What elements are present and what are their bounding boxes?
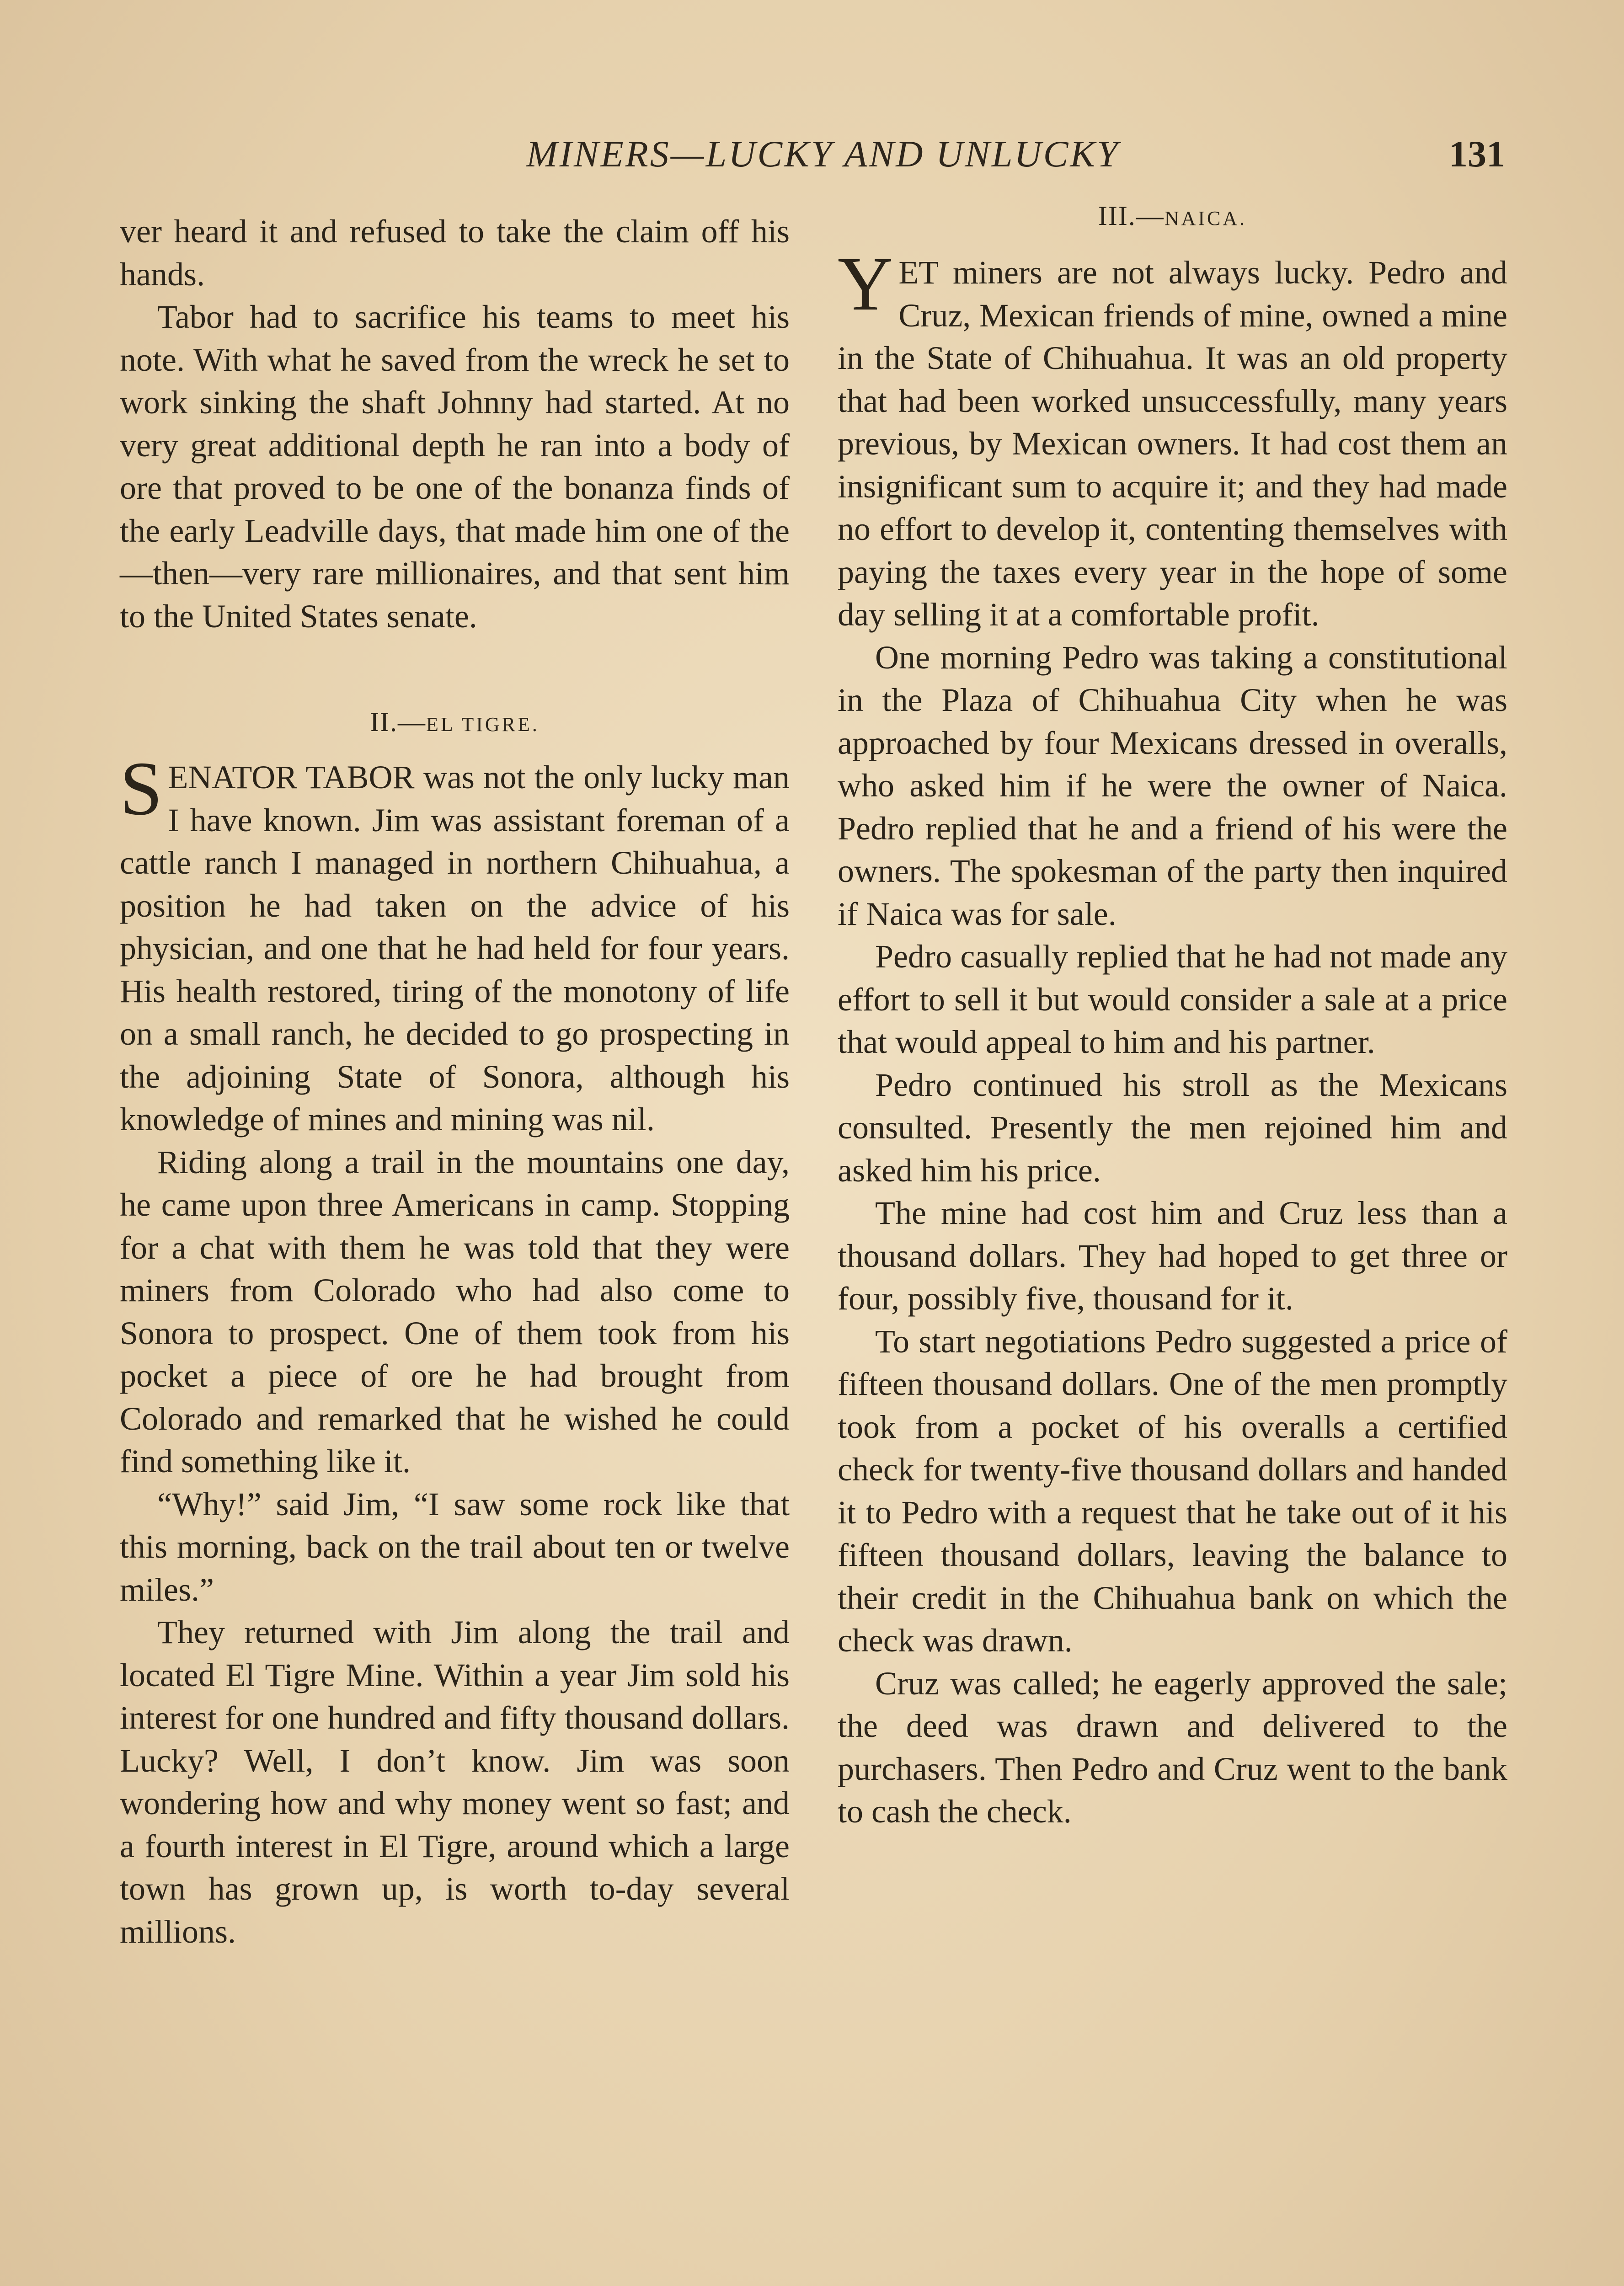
section-numeral: III.— bbox=[1098, 201, 1165, 231]
paragraph: “Why!” said Jim, “I saw some rock like that this morning, back on the trail about ten or twelve miles.” bbox=[120, 1485, 790, 1608]
drop-cap: Y bbox=[838, 241, 893, 326]
paragraph: Cruz was called; he eagerly approved the sale; the deed was drawn and delivered to the purchasers. Then Pedro and Cruz went to the bank to cash the check. bbox=[838, 1665, 1507, 1830]
right-column bbox=[838, 201, 1507, 1833]
running-title: MINERS—LUCKY AND UNLUCKY bbox=[526, 133, 1120, 175]
opening-paragraph bbox=[838, 241, 1507, 636]
section-heading-naica bbox=[838, 200, 1507, 232]
paragraph: The mine had cost him and Cruz less than a thousand dollars. They had hoped to get three or four, possibly five, thousand for it. bbox=[838, 1195, 1507, 1317]
opening-paragraph bbox=[120, 746, 790, 1141]
page-number: 131 bbox=[1449, 133, 1505, 175]
section-heading-el-tigre bbox=[120, 706, 790, 738]
section-name: EL TIGRE. bbox=[426, 713, 540, 736]
paragraph: Riding along a trail in the mountains one day, he came upon three Americans in camp. Stopping for a chat with them he was told that they were miners from Colorado who had also come to Sonora to prospect. One of them took from his pocket a piece of ore he had brought from Colorado and remarked that he wished he could find something like it. bbox=[120, 1143, 790, 1479]
paragraph: One morning Pedro was taking a constitutional in the Plaza of Chihuahua City when he was approached by four Mexicans dressed in overalls, who asked him if he were the owner of Naica. Pedro replied that he and a friend of his were the owners. The spokesman of the party then inquired if Naica was for sale. bbox=[838, 639, 1507, 932]
section-numeral: II.— bbox=[370, 707, 427, 737]
left-column bbox=[120, 210, 790, 1953]
continued-paragraph: ver heard it and refused to take the claim off his hands. bbox=[120, 213, 790, 293]
opening-paragraph-text: ENATOR TABOR was not the only lucky man I have known. Jim was assistant foreman of a cattle ranch I managed in northern Chihuahua, a position he had taken on the advice of his physician, and one that he had held for four years. His health restored, tiring of the monotony of life on a small ranch, he decided to go prospecting in the adjoining State of Sonora, although his knowledge of mines and mining was nil. bbox=[120, 759, 790, 1138]
paragraph: Tabor had to sacrifice his teams to meet his note. With what he saved from the wreck he set to work sinking the shaft Johnny had started. At no very great additional depth he ran into a body of ore that proved to be one of the bonanza finds of the early Leadville days, that made him one of the—then—very rare millionaires, and that sent him to the United States senate. bbox=[120, 299, 790, 635]
section-name: NAICA. bbox=[1164, 207, 1247, 230]
paragraph: They returned with Jim along the trail and located El Tigre Mine. Within a year Jim sold his interest for one hundred and fifty thousand dollars. Lucky? Well, I don’t know. Jim was soon wondering how and why money went so fast; and a fourth interest in El Tigre, around which a large town has grown up, is worth to-day several millions. bbox=[120, 1614, 790, 1950]
right-column-body bbox=[838, 210, 1507, 1833]
paragraph: To start negotiations Pedro suggested a price of fifteen thousand dollars. One of the men promptly took from a pocket of his overalls a certified check for twenty-five thousand dollars and handed it to Pedro with a request that he take out of it his fifteen thousand dollars, leaving the balance to their credit in the Chihuahua bank on which the check was drawn. bbox=[838, 1323, 1507, 1659]
paragraph: Pedro casually replied that he had not made any effort to sell it but would consider a sale at a price that would appeal to him and his partner. bbox=[838, 938, 1507, 1060]
opening-paragraph-text: ET miners are not always lucky. Pedro and Cruz, Mexican friends of mine, owned a mine in the State of Chihuahua. It was an old property that had been worked unsuccessfully, many years previous, by Mexican owners. It had cost them an insignificant sum to acquire it; and they had made no effort to develop it, contenting themselves with paying the taxes every year in the hope of some day selling it at a comfortable profit. bbox=[838, 254, 1507, 633]
drop-cap: S bbox=[120, 746, 163, 831]
paragraph: Pedro continued his stroll as the Mexicans consulted. Presently the men rejoined him and asked him his price. bbox=[838, 1066, 1507, 1189]
